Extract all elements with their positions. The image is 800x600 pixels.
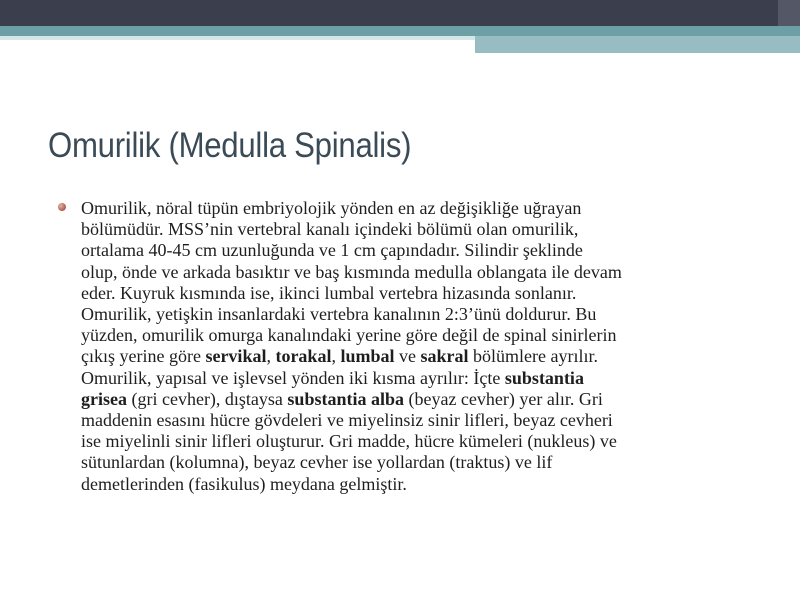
bold-term: servikal — [205, 346, 267, 367]
teal-accent-block — [475, 36, 800, 53]
paragraph-line — [81, 389, 622, 410]
paragraph-line — [81, 304, 622, 325]
bullet-paragraph — [81, 198, 622, 495]
slide-title: Omurilik (Medulla Spinalis) — [48, 126, 412, 165]
text-run: , — [331, 346, 341, 367]
paragraph-line — [81, 346, 622, 367]
light-accent-strip — [0, 36, 475, 40]
bullet-list — [58, 198, 622, 495]
bullet-item — [58, 198, 622, 495]
text-run: çıkış yerine göre — [81, 346, 206, 367]
paragraph-line — [81, 452, 622, 473]
paragraph-line — [81, 262, 622, 283]
top-dark-band — [0, 0, 800, 26]
paragraph-line — [81, 325, 622, 346]
text-run: ise miyelinli sinir lifleri oluşturur. Gri madde, hücre kümeleri (nukleus) ve — [81, 431, 617, 452]
text-run: sütunlardan (kolumna), beyaz cevher ise yollardan (traktus) ve lif — [81, 452, 553, 473]
teal-accent-strip — [0, 26, 800, 36]
text-run: Omurilik, yapısal ve işlevsel yönden iki kısma ayrılır: İçte — [81, 367, 505, 388]
bold-term: substantia — [504, 367, 584, 388]
text-run: bölümüdür. MSS’nin vertebral kanalı içindeki bölümü olan omurilik, — [81, 219, 579, 240]
text-run: (gri cevher), dıştaysa — [126, 388, 288, 409]
text-run: demetlerinden (fasikulus) meydana gelmiştir. — [81, 473, 407, 494]
bold-term: sakral — [420, 346, 469, 367]
text-run: yüzden, omurilik omurga kanalındaki yerine göre değil de spinal sinirlerin — [81, 325, 617, 346]
text-run: bölümlere ayrılır. — [468, 346, 598, 367]
paragraph-line — [81, 431, 622, 452]
text-run: ve — [394, 346, 421, 367]
text-run: eder. Kuyruk kısmında ise, ikinci lumbal vertebra hizasında sonlanır. — [81, 282, 577, 303]
text-run: ortalama 40-45 cm uzunluğunda ve 1 cm çapındadır. Silindir şeklinde — [81, 240, 583, 261]
top-band-corner-accent — [778, 0, 800, 26]
paragraph-line — [81, 368, 622, 389]
paragraph-line — [81, 240, 622, 261]
text-run: Omurilik, yetişkin insanlardaki vertebra kanalının 2:3’ünü doldurur. Bu — [81, 304, 597, 325]
bold-term: torakal — [275, 346, 332, 367]
bold-term: lumbal — [340, 346, 395, 367]
text-run: Omurilik, nöral tüpün embriyolojik yönden en az değişikliğe uğrayan — [81, 198, 582, 218]
paragraph-line — [81, 219, 622, 240]
bold-term: substantia alba — [287, 388, 404, 409]
text-run: , — [266, 346, 276, 367]
paragraph-line — [81, 474, 622, 495]
paragraph-line — [81, 198, 622, 219]
text-run: maddenin esasını hücre gövdeleri ve miyelinsiz sinir lifleri, beyaz cevheri — [81, 410, 613, 431]
bullet-dot-icon — [58, 203, 66, 211]
paragraph-line — [81, 410, 622, 431]
paragraph-line — [81, 283, 622, 304]
bold-term: grisea — [81, 388, 127, 409]
text-run: olup, önde ve arkada basıktır ve baş kısmında medulla oblangata ile devam — [81, 261, 622, 282]
text-run: (beyaz cevher) yer alır. Gri — [403, 388, 603, 409]
